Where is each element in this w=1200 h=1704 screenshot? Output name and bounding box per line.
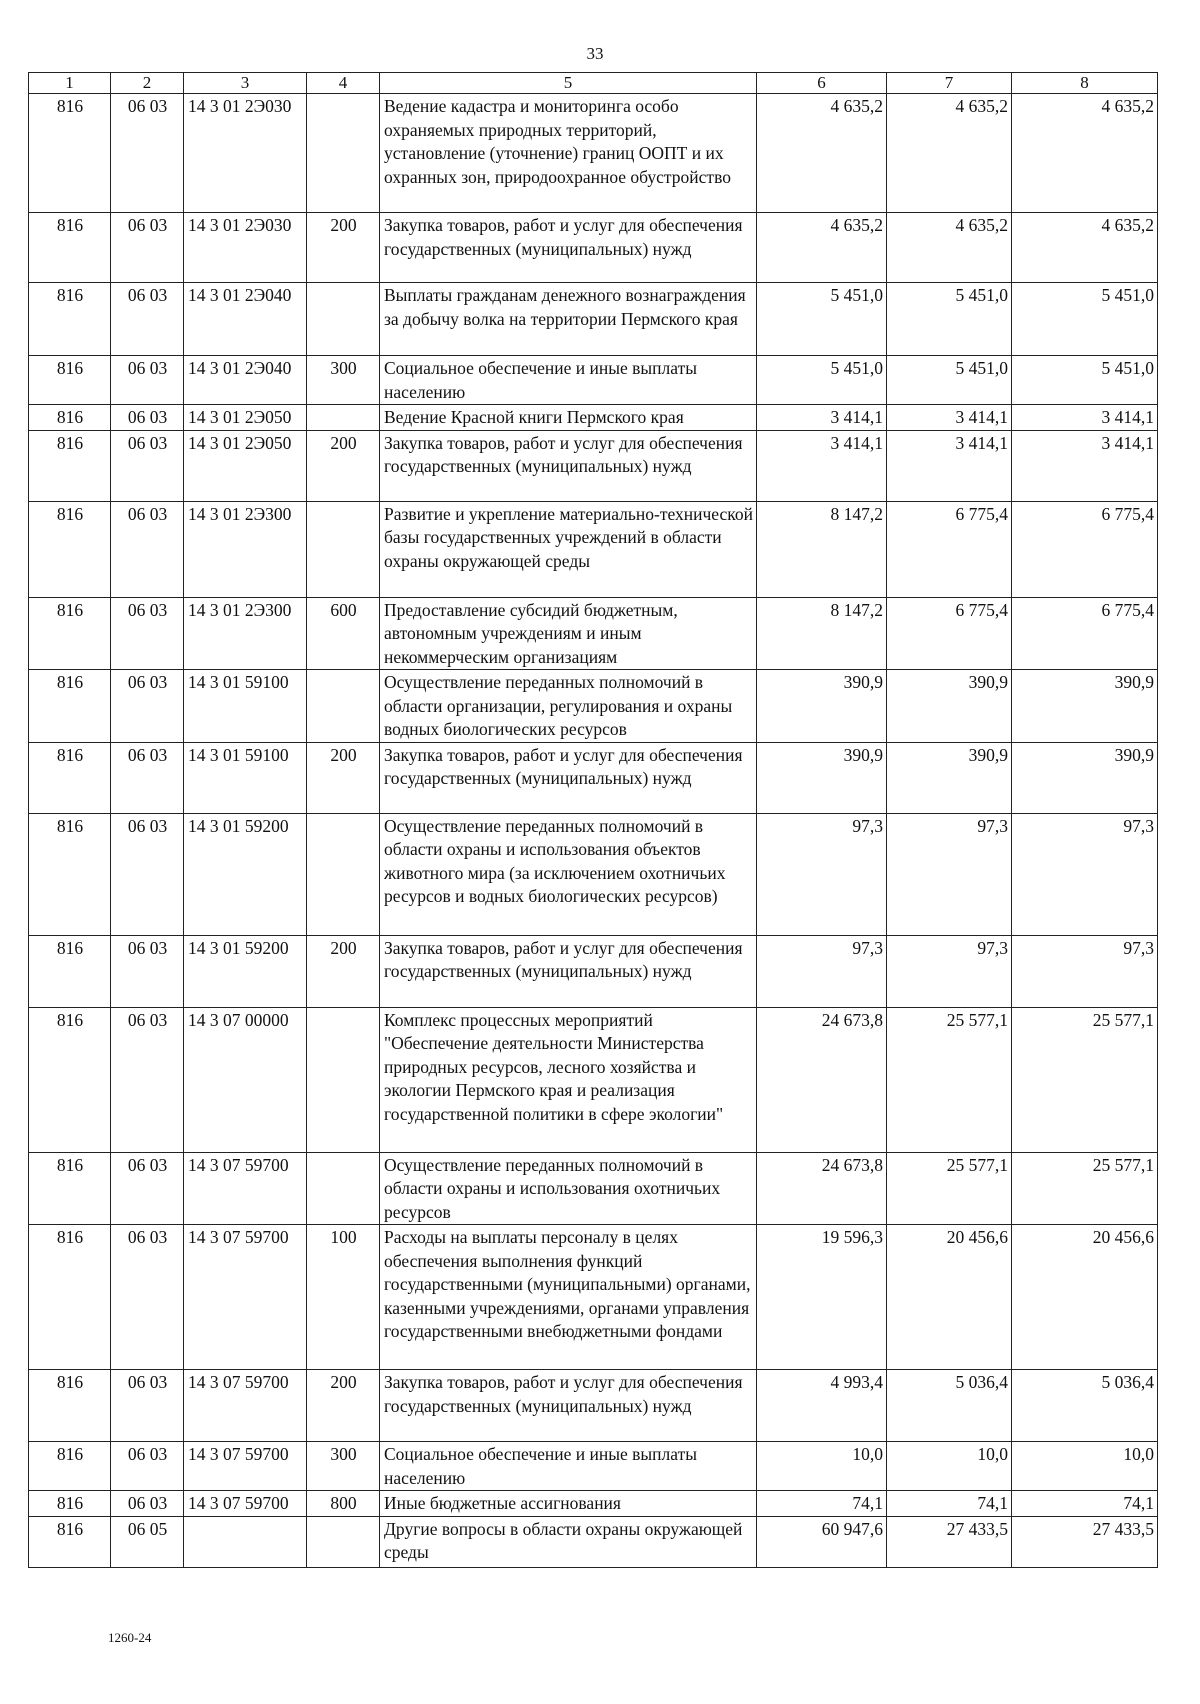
description-cell: Закупка товаров, работ и услуг для обеспечения государственных (муниципальных) нужд xyxy=(380,1370,757,1442)
header-row xyxy=(29,73,1158,94)
admin-code-cell: 816 xyxy=(29,1225,111,1370)
section-code-cell: 06 03 xyxy=(111,670,184,743)
amount-col7-cell: 5 451,0 xyxy=(887,356,1012,405)
expense-type-cell xyxy=(307,94,380,213)
amount-col6-cell: 10,0 xyxy=(757,1442,887,1491)
section-code-cell: 06 03 xyxy=(111,405,184,431)
amount-col7-cell: 27 433,5 xyxy=(887,1516,1012,1567)
section-code-cell: 06 03 xyxy=(111,742,184,813)
target-article-cell xyxy=(184,1516,307,1567)
section-code-cell: 06 03 xyxy=(111,1370,184,1442)
amount-col6-cell: 60 947,6 xyxy=(757,1516,887,1567)
column-header-2: 2 xyxy=(111,73,184,94)
description-cell: Социальное обеспечение и иные выплаты населению xyxy=(380,356,757,405)
amount-col7-cell: 4 635,2 xyxy=(887,213,1012,283)
amount-col6-cell: 8 147,2 xyxy=(757,501,887,597)
table-row xyxy=(29,1370,1158,1442)
amount-col8-cell: 4 635,2 xyxy=(1012,213,1158,283)
table-row xyxy=(29,213,1158,283)
amount-col7-cell: 20 456,6 xyxy=(887,1225,1012,1370)
target-article-cell: 14 3 07 59700 xyxy=(184,1491,307,1517)
amount-col7-cell: 4 635,2 xyxy=(887,94,1012,213)
description-cell: Развитие и укрепление материально-технической базы государственных учреждений в области охраны окружающей среды xyxy=(380,501,757,597)
description-cell: Ведение кадастра и мониторинга особо охраняемых природных территорий, установление (уточнение) границ ООПТ и их охранных зон, природоохранное обустройство xyxy=(380,94,757,213)
description-cell: Закупка товаров, работ и услуг для обеспечения государственных (муниципальных) нужд xyxy=(380,742,757,813)
admin-code-cell: 816 xyxy=(29,356,111,405)
description-cell: Закупка товаров, работ и услуг для обеспечения государственных (муниципальных) нужд xyxy=(380,935,757,1007)
amount-col7-cell: 97,3 xyxy=(887,935,1012,1007)
table-row xyxy=(29,670,1158,743)
expense-type-cell: 200 xyxy=(307,935,380,1007)
description-cell: Расходы на выплаты персоналу в целях обеспечения выполнения функций государственными (муниципальными) органами, казенными учреждениями, органами управления государственными внебюджетными фондами xyxy=(380,1225,757,1370)
target-article-cell: 14 3 01 2Э030 xyxy=(184,94,307,213)
document-code: 1260-24 xyxy=(108,1630,152,1645)
target-article-cell: 14 3 01 2Э040 xyxy=(184,356,307,405)
amount-col8-cell: 27 433,5 xyxy=(1012,1516,1158,1567)
expense-type-cell xyxy=(307,670,380,743)
table-row xyxy=(29,405,1158,431)
admin-code-cell: 816 xyxy=(29,742,111,813)
description-cell: Осуществление переданных полномочий в области охраны и использования охотничьих ресурсов xyxy=(380,1152,757,1225)
target-article-cell: 14 3 07 59700 xyxy=(184,1225,307,1370)
table-row xyxy=(29,813,1158,935)
amount-col7-cell: 6 775,4 xyxy=(887,597,1012,670)
target-article-cell: 14 3 01 2Э300 xyxy=(184,597,307,670)
admin-code-cell: 816 xyxy=(29,213,111,283)
amount-col6-cell: 74,1 xyxy=(757,1491,887,1517)
description-cell: Социальное обеспечение и иные выплаты населению xyxy=(380,1442,757,1491)
column-header-4: 4 xyxy=(307,73,380,94)
description-cell: Закупка товаров, работ и услуг для обеспечения государственных (муниципальных) нужд xyxy=(380,430,757,501)
column-header-1: 1 xyxy=(29,73,111,94)
amount-col6-cell: 24 673,8 xyxy=(757,1007,887,1152)
target-article-cell: 14 3 07 00000 xyxy=(184,1007,307,1152)
section-code-cell: 06 03 xyxy=(111,283,184,356)
amount-col8-cell: 10,0 xyxy=(1012,1442,1158,1491)
amount-col8-cell: 3 414,1 xyxy=(1012,405,1158,431)
section-code-cell: 06 03 xyxy=(111,1442,184,1491)
table-row xyxy=(29,1225,1158,1370)
amount-col8-cell: 3 414,1 xyxy=(1012,430,1158,501)
amount-col8-cell: 97,3 xyxy=(1012,935,1158,1007)
expense-type-cell: 200 xyxy=(307,1370,380,1442)
column-header-6: 6 xyxy=(757,73,887,94)
amount-col7-cell: 390,9 xyxy=(887,670,1012,743)
amount-col7-cell: 10,0 xyxy=(887,1442,1012,1491)
amount-col7-cell: 390,9 xyxy=(887,742,1012,813)
admin-code-cell: 816 xyxy=(29,430,111,501)
budget-table xyxy=(28,72,1158,1568)
expense-type-cell xyxy=(307,1007,380,1152)
section-code-cell: 06 03 xyxy=(111,1225,184,1370)
description-cell: Комплекс процессных мероприятий "Обеспечение деятельности Министерства природных ресурсов, лесного хозяйства и экологии Пермского края и реализация государственной политики в сфере экологии" xyxy=(380,1007,757,1152)
section-code-cell: 06 03 xyxy=(111,597,184,670)
amount-col6-cell: 390,9 xyxy=(757,670,887,743)
expense-type-cell: 300 xyxy=(307,356,380,405)
description-cell: Предоставление субсидий бюджетным, автономным учреждениям и иным некоммерческим организациям xyxy=(380,597,757,670)
section-code-cell: 06 03 xyxy=(111,356,184,405)
target-article-cell: 14 3 01 2Э300 xyxy=(184,501,307,597)
admin-code-cell: 816 xyxy=(29,1442,111,1491)
amount-col7-cell: 25 577,1 xyxy=(887,1152,1012,1225)
amount-col7-cell: 6 775,4 xyxy=(887,501,1012,597)
admin-code-cell: 816 xyxy=(29,670,111,743)
expense-type-cell: 800 xyxy=(307,1491,380,1517)
admin-code-cell: 816 xyxy=(29,597,111,670)
table-row xyxy=(29,430,1158,501)
admin-code-cell: 816 xyxy=(29,501,111,597)
table-row xyxy=(29,1007,1158,1152)
amount-col6-cell: 19 596,3 xyxy=(757,1225,887,1370)
admin-code-cell: 816 xyxy=(29,283,111,356)
target-article-cell: 14 3 07 59700 xyxy=(184,1370,307,1442)
table-row xyxy=(29,283,1158,356)
amount-col8-cell: 6 775,4 xyxy=(1012,597,1158,670)
expense-type-cell xyxy=(307,813,380,935)
table-row xyxy=(29,1491,1158,1517)
expense-type-cell xyxy=(307,1516,380,1567)
section-code-cell: 06 05 xyxy=(111,1516,184,1567)
section-code-cell: 06 03 xyxy=(111,430,184,501)
expense-type-cell xyxy=(307,501,380,597)
admin-code-cell: 816 xyxy=(29,1370,111,1442)
table-row xyxy=(29,1442,1158,1491)
table-row xyxy=(29,94,1158,213)
column-header-3: 3 xyxy=(184,73,307,94)
table-row xyxy=(29,356,1158,405)
section-code-cell: 06 03 xyxy=(111,935,184,1007)
amount-col8-cell: 20 456,6 xyxy=(1012,1225,1158,1370)
admin-code-cell: 816 xyxy=(29,1152,111,1225)
amount-col6-cell: 390,9 xyxy=(757,742,887,813)
expense-type-cell xyxy=(307,1152,380,1225)
amount-col7-cell: 3 414,1 xyxy=(887,430,1012,501)
amount-col6-cell: 97,3 xyxy=(757,935,887,1007)
amount-col8-cell: 6 775,4 xyxy=(1012,501,1158,597)
target-article-cell: 14 3 01 59200 xyxy=(184,935,307,1007)
amount-col7-cell: 5 451,0 xyxy=(887,283,1012,356)
target-article-cell: 14 3 01 2Э040 xyxy=(184,283,307,356)
description-cell: Ведение Красной книги Пермского края xyxy=(380,405,757,431)
amount-col7-cell: 97,3 xyxy=(887,813,1012,935)
target-article-cell: 14 3 07 59700 xyxy=(184,1152,307,1225)
column-header-5: 5 xyxy=(380,73,757,94)
amount-col8-cell: 25 577,1 xyxy=(1012,1007,1158,1152)
amount-col8-cell: 390,9 xyxy=(1012,742,1158,813)
target-article-cell: 14 3 07 59700 xyxy=(184,1442,307,1491)
table-row xyxy=(29,742,1158,813)
admin-code-cell: 816 xyxy=(29,405,111,431)
section-code-cell: 06 03 xyxy=(111,1152,184,1225)
admin-code-cell: 816 xyxy=(29,1516,111,1567)
section-code-cell: 06 03 xyxy=(111,501,184,597)
target-article-cell: 14 3 01 59100 xyxy=(184,742,307,813)
admin-code-cell: 816 xyxy=(29,1491,111,1517)
admin-code-cell: 816 xyxy=(29,935,111,1007)
description-cell: Выплаты гражданам денежного вознаграждения за добычу волка на территории Пермского края xyxy=(380,283,757,356)
amount-col8-cell: 74,1 xyxy=(1012,1491,1158,1517)
table-row xyxy=(29,1516,1158,1567)
table-row xyxy=(29,501,1158,597)
column-header-8: 8 xyxy=(1012,73,1158,94)
table-row xyxy=(29,1152,1158,1225)
target-article-cell: 14 3 01 2Э030 xyxy=(184,213,307,283)
amount-col8-cell: 4 635,2 xyxy=(1012,94,1158,213)
target-article-cell: 14 3 01 59200 xyxy=(184,813,307,935)
target-article-cell: 14 3 01 2Э050 xyxy=(184,405,307,431)
table-row xyxy=(29,597,1158,670)
amount-col8-cell: 5 451,0 xyxy=(1012,356,1158,405)
amount-col7-cell: 74,1 xyxy=(887,1491,1012,1517)
amount-col6-cell: 4 635,2 xyxy=(757,94,887,213)
description-cell: Иные бюджетные ассигнования xyxy=(380,1491,757,1517)
description-cell: Другие вопросы в области охраны окружающей среды xyxy=(380,1516,757,1567)
column-header-7: 7 xyxy=(887,73,1012,94)
admin-code-cell: 816 xyxy=(29,813,111,935)
admin-code-cell: 816 xyxy=(29,94,111,213)
admin-code-cell: 816 xyxy=(29,1007,111,1152)
description-cell: Осуществление переданных полномочий в области организации, регулирования и охраны водных биологических ресурсов xyxy=(380,670,757,743)
section-code-cell: 06 03 xyxy=(111,213,184,283)
description-cell: Осуществление переданных полномочий в области охраны и использования объектов животного мира (за исключением охотничьих ресурсов и водных биологических ресурсов) xyxy=(380,813,757,935)
expense-type-cell: 200 xyxy=(307,742,380,813)
expense-type-cell: 100 xyxy=(307,1225,380,1370)
section-code-cell: 06 03 xyxy=(111,1007,184,1152)
amount-col7-cell: 3 414,1 xyxy=(887,405,1012,431)
amount-col6-cell: 4 993,4 xyxy=(757,1370,887,1442)
amount-col6-cell: 97,3 xyxy=(757,813,887,935)
table-row xyxy=(29,935,1158,1007)
amount-col6-cell: 3 414,1 xyxy=(757,430,887,501)
amount-col8-cell: 5 451,0 xyxy=(1012,283,1158,356)
expense-type-cell: 200 xyxy=(307,213,380,283)
expense-type-cell xyxy=(307,405,380,431)
expense-type-cell xyxy=(307,283,380,356)
amount-col7-cell: 5 036,4 xyxy=(887,1370,1012,1442)
page-number: 33 xyxy=(586,44,604,63)
expense-type-cell: 200 xyxy=(307,430,380,501)
amount-col6-cell: 5 451,0 xyxy=(757,283,887,356)
section-code-cell: 06 03 xyxy=(111,813,184,935)
amount-col8-cell: 390,9 xyxy=(1012,670,1158,743)
description-cell: Закупка товаров, работ и услуг для обеспечения государственных (муниципальных) нужд xyxy=(380,213,757,283)
expense-type-cell: 600 xyxy=(307,597,380,670)
amount-col8-cell: 25 577,1 xyxy=(1012,1152,1158,1225)
amount-col7-cell: 25 577,1 xyxy=(887,1007,1012,1152)
amount-col8-cell: 5 036,4 xyxy=(1012,1370,1158,1442)
expense-type-cell: 300 xyxy=(307,1442,380,1491)
amount-col6-cell: 3 414,1 xyxy=(757,405,887,431)
section-code-cell: 06 03 xyxy=(111,1491,184,1517)
section-code-cell: 06 03 xyxy=(111,94,184,213)
target-article-cell: 14 3 01 2Э050 xyxy=(184,430,307,501)
amount-col6-cell: 5 451,0 xyxy=(757,356,887,405)
target-article-cell: 14 3 01 59100 xyxy=(184,670,307,743)
amount-col6-cell: 24 673,8 xyxy=(757,1152,887,1225)
amount-col6-cell: 4 635,2 xyxy=(757,213,887,283)
amount-col6-cell: 8 147,2 xyxy=(757,597,887,670)
amount-col8-cell: 97,3 xyxy=(1012,813,1158,935)
